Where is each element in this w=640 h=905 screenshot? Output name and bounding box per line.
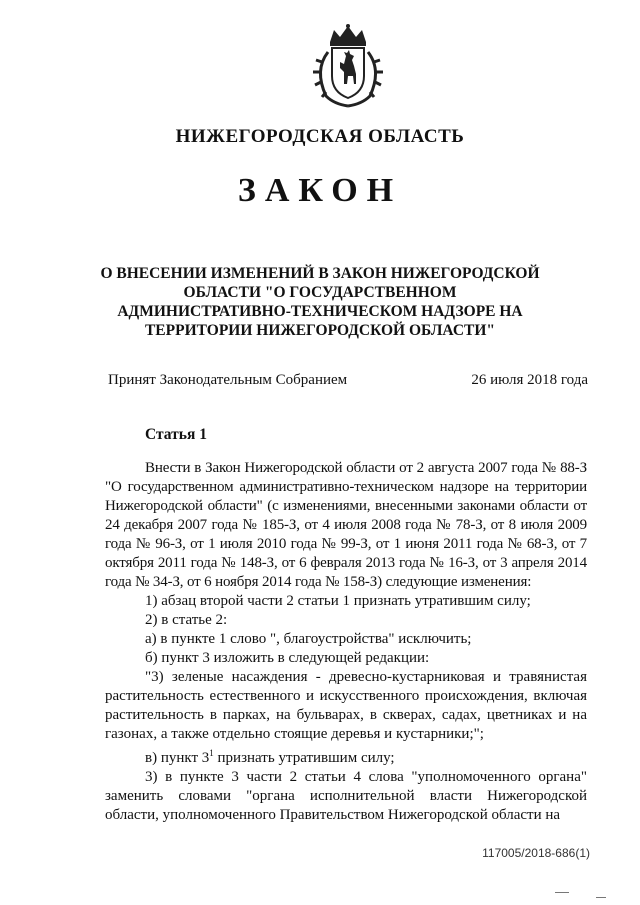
article-intro-paragraph: Внести в Закон Нижегородской области от 2 августа 2007 года № 88-З "О государственном административно-техническом надзоре на территории Нижегородской области" (с изменениями, внесенными законами области от 24 декабря 2007 года № 185-З, от 4 июля 2008 года № 78-З, от 8 июля 2009 года № 96-З, от 1 июля 2010 года № 99-З, от 1 июня 2011 года № 68-З, от 7 октября 2011 года № 148-З, от 6 февраля 2013 года № 16-З, от 3 апреля 2014 года № 34-З, от 6 ноября 2014 года № 158-З) следующие изменения: (105, 460, 587, 590)
document-number: 117005/2018-686(1) (482, 846, 590, 860)
document-type-heading: ЗАКОН (237, 172, 403, 209)
item-2v-after: признать утратившим силу; (213, 750, 395, 766)
law-title: О ВНЕСЕНИИ ИЗМЕНЕНИЙ В ЗАКОН НИЖЕГОРОДСКОЙ ОБЛАСТИ "О ГОСУДАРСТВЕННОМ АДМИНИСТРАТИВНО-ТЕХНИЧЕСКОМ НАДЗОРЕ НА ТЕРРИТОРИИ НИЖЕГОРОДСКОЙ ОБЛАСТИ" (100, 265, 540, 339)
item-2b-text: "3) зеленые насаждения - древесно-кустарниковая и травянистая растительность естественного и искусственного происхождения, включая растительность в парках, на бульварах, в скверах, садах, цветниках и на газонах, а также отдельно стоящие деревья и кустарники;"; (105, 669, 587, 742)
item-2v (105, 744, 587, 768)
item-3: 3) в пункте 3 части 2 статьи 4 слова "уполномоченного органа" заменить словами "органа исполнительной власти Нижегородской области, уполномоченного Правительством Нижегородской области на (105, 769, 587, 823)
article-heading: Статья 1 (145, 426, 207, 443)
scan-mark (596, 897, 606, 898)
article-body (105, 459, 587, 825)
region-name: НИЖЕГОРОДСКАЯ ОБЛАСТЬ (175, 126, 465, 147)
item-1: 1) абзац второй части 2 статьи 1 признать утратившим силу; (145, 593, 531, 609)
item-2a: а) в пункте 1 слово ", благоустройства" исключить; (145, 631, 472, 647)
item-2v-superscript: 1 (209, 748, 214, 758)
item-2b: б) пункт 3 изложить в следующей редакции: (145, 650, 430, 666)
adopted-by: Принят Законодательным Собранием (108, 372, 348, 388)
item-2: 2) в статье 2: (145, 612, 228, 628)
item-2v-before: в) пункт 3 (145, 750, 210, 766)
coat-of-arms-emblem (300, 22, 396, 110)
adoption-date: 26 июля 2018 года (471, 372, 588, 388)
scan-mark (555, 892, 569, 893)
